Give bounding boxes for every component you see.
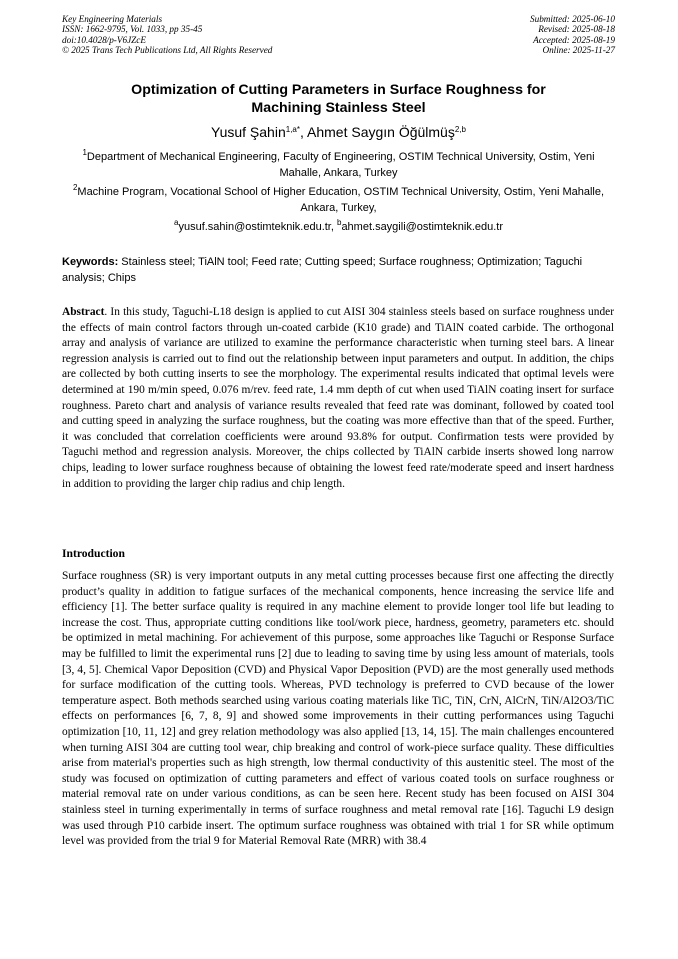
- title-line-2: Machining Stainless Steel: [251, 100, 426, 116]
- author-list: [62, 123, 615, 141]
- keywords-label: Keywords:: [62, 256, 119, 268]
- copyright: © 2025 Trans Tech Publications Ltd, All Rights Reserved: [62, 44, 273, 55]
- email-a-marker: a: [174, 218, 179, 227]
- header-left: [62, 14, 272, 55]
- introduction-text: Surface roughness (SR) is very important outputs in any metal cutting processes because first one affecting the directly product’s quality in addition to fatigue surfaces of the mechanical components, hence increasing the service life and efficiency [1]. The better surface quality is required in any machine element to provide longer tool life but leading to increase the cost. Thus, appropriate cutting conditions like tool/work piece, hardness, geometry, parameters etc. should be optimized in metal machining. For achievement of this purpose, some approaches like Taguchi or Response Surface may be fulfilled to limit the experimental runs [2] due to leading to saving time by using less amount of materials, tools [3, 4, 5]. Chemical Vapor Deposition (CVD) and Physical Vapor Deposition (PVD) are the most generally used methods for surface modification of the cutting tools. Whereas, PVD technology is preferred to CVD because of the lower temperature aspect. Both methods searched using various coating materials like TiC, TiN, CrN, AlCrN, TiN/Al2O3/TiC effects on performances [6, 7, 8, 9] and showed some improvements in their cutting performances using Taguchi optimization [10, 11, 12] and grey relation methodology was also applied [13, 14, 15]. The main challenges encountered when turning AISI 304 are cutting tool wear, chip breaking and control of work-piece surface quality. These difficulties arise from material's properties such as high strength, low thermal conductivity of this austenitic steel. The most of the study was focused on optimization of cutting parameters and effect of various coated tools on surface roughness or material removal rate on under various conditions, as can be seen here. Recent study has been focused on AISI 304 stainless steel in turning experimentally in terms of surface roughness and metal removal rate [16]. Taguchi L9 design was used through P10 carbide insert. The optimum surface roughness was obtained with trial 1 for SR while optimum level was provided from the trial 9 for Material Removal Rate (MRR) with 38.4: [62, 570, 614, 848]
- affiliation-1-marker: 1: [82, 148, 87, 157]
- paper-title: [62, 81, 615, 117]
- journal-name: Key Engineering Materials: [62, 14, 163, 24]
- keywords-text: Stainless steel; TiAlN tool; Feed rate; Cutting speed; Surface roughness; Optimization; Taguchi analysis; Chips: [62, 256, 583, 284]
- introduction-heading: Introduction: [62, 547, 125, 560]
- affiliation-2-marker: 2: [72, 183, 78, 192]
- title-line-1: Optimization of Cutting Parameters in Surface Roughness for: [131, 82, 546, 98]
- abstract-text: . In this study, Taguchi-L18 design is applied to cut AISI 304 stainless steels based on surface roughness under the effects of main control factors through un-coated carbide (K10 grade) and TiAlN coated carbide. The orthogonal array and analysis of variance are utilized to examine the performance characteristic when turning steel bars. A linear regression analysis is carried out to find out the relationship between input parameters and output. In addition, the chips are collected by both cutting inserts to see the morphology. The experimental results indicated that optimal levels were determined at 190 m/min speed, 0.076 m/rev. feed rate, 1.4 mm depth of cut when used TiAlN coating insert for surface roughness. Pareto chart and analysis of variance results revealed that feed rate was dominant, followed by coated tool and cutting speed in analyzing the surface roughness, but the coating was more effective than that of the speed. Further, it was concluded that correlation coefficients were around 93.8% for output. Confirmation tests were provided by Taguchi method and regression analysis. Moreover, the chips collected by TiAlN carbide inserts showed long narrow chips, leading to lower surface roughness because of obtaining the lowest feed rate/moderate speed and insert hardness in addition to providing the larger chip radius and chip length.: [62, 306, 614, 490]
- author-emails: [62, 219, 615, 235]
- abstract: [62, 305, 614, 492]
- abstract-label: Abstract: [62, 306, 105, 318]
- issn-info: ISSN: 1662-9795, Vol. 1033, pp 35-45: [62, 24, 203, 35]
- keywords: [62, 255, 617, 286]
- revised-date: Revised: 2025-08-18: [538, 24, 615, 35]
- author-1-marker: 1,a*: [285, 125, 300, 134]
- affiliation-2-text: Machine Program, Vocational School of Higher Education, OSTIM Technical University, Ostim, Yeni Mahalle, Ankara, Turkey,: [77, 186, 605, 214]
- email-b-marker: b: [336, 218, 342, 227]
- email-a: yusuf.sahin@ostimteknik.edu.tr,: [178, 221, 337, 233]
- email-b: ahmet.saygili@ostimteknik.edu.tr: [341, 221, 503, 233]
- affiliation-2: [62, 184, 615, 216]
- affiliation-1: [62, 149, 615, 181]
- header-right: [530, 14, 615, 55]
- author-2-marker: 2,b: [454, 125, 466, 134]
- doi: doi:10.4028/p-V6JZcE: [62, 34, 146, 45]
- affiliation-1-text: Department of Mechanical Engineering, Faculty of Engineering, OSTIM Technical University, Ostim, Yeni Mahalle, Ankara, Turkey: [86, 151, 595, 179]
- author-separator: ,: [299, 124, 307, 140]
- accepted-date: Accepted: 2025-08-19: [533, 34, 615, 45]
- author-2: Ahmet Saygın Öğülmüş: [307, 124, 455, 140]
- submitted-date: Submitted: 2025-06-10: [530, 14, 615, 24]
- author-1: Yusuf Şahin: [211, 124, 286, 140]
- online-date: Online: 2025-11-27: [542, 44, 615, 55]
